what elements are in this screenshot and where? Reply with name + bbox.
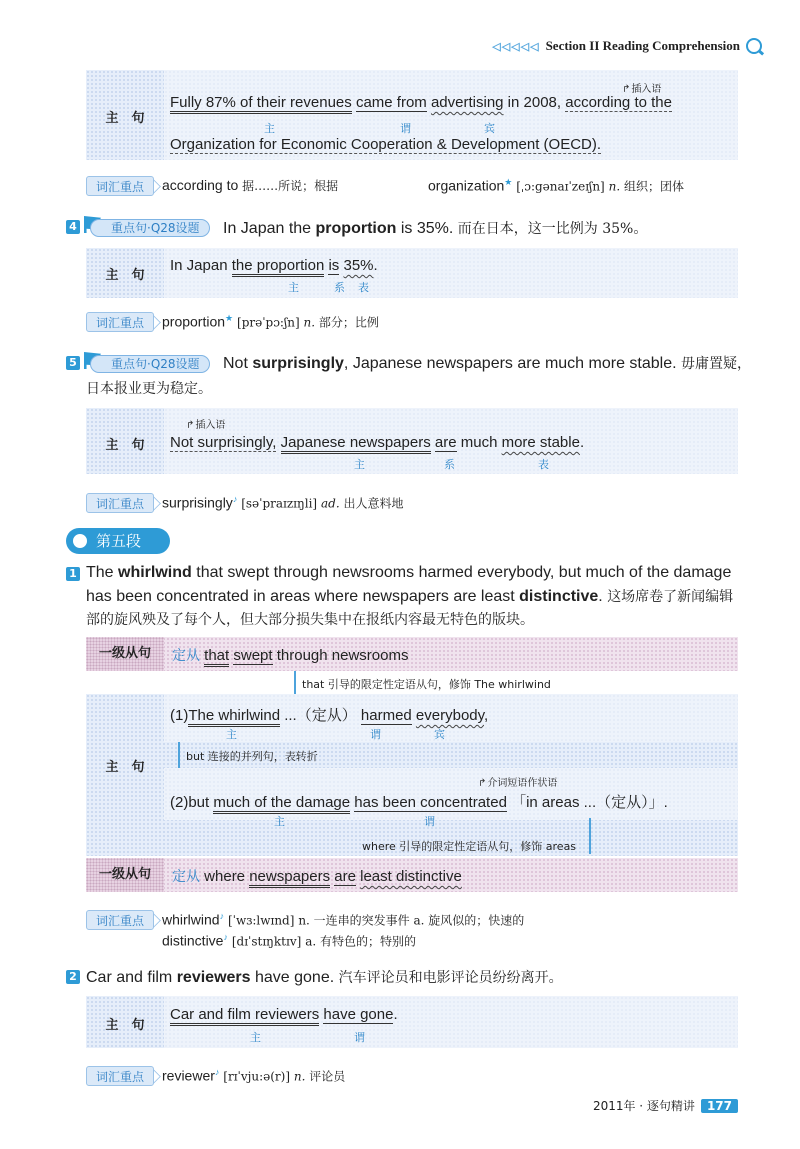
clause-2: (2)but much of the damage has been concentrated 「in areas ...（定从）」.	[170, 791, 668, 812]
search-logo-icon	[746, 38, 762, 54]
s3-line1: Fully 87% of their revenues came from advertising in 2008, according to the	[170, 94, 672, 111]
role-subject: 主	[250, 1031, 261, 1044]
vocab-s5: surprisingly♪ [səˈpraɪzɪŋli] ad. 出人意料地	[162, 494, 404, 511]
vocab-p1-1: whirlwind♪ [ˈwɜ:lwɪnd] n. 一连串的突发事件 a. 旋风似的；快速的	[162, 911, 525, 928]
vocab-s4: proportion★ [prəˈpɔ:ʃn] n. 部分；比例	[162, 313, 379, 330]
arrows-icon: ◁◁◁◁◁	[492, 40, 540, 53]
p2-sentence: Car and film reviewers have gone. 汽车评论员和电影评论员纷纷离开。	[86, 969, 563, 986]
star-icon: ★	[225, 313, 234, 323]
sound-icon: ♪	[214, 1067, 220, 1077]
role-subject: 主	[354, 458, 365, 471]
vocab-p2: reviewer♪ [rɪˈvju:ə(r)] n. 评论员	[162, 1067, 346, 1084]
main-clause-label: 主 句	[105, 1018, 145, 1033]
s3-object: advertising	[430, 94, 504, 111]
note-where-clause: where 引导的限定性定语从句，修饰 areas	[362, 840, 577, 853]
sound-icon: ♪	[232, 494, 238, 504]
s4-analysis: In Japan the proportion is 35%.	[170, 257, 378, 274]
star-icon: ★	[504, 177, 513, 187]
role-predicate: 谓	[400, 122, 411, 135]
insert-tag: ↱ 插入语	[622, 80, 661, 95]
vocab-s3-2: organization★ [ˌɔ:gənaɪˈzeɪʃn] n. 组织；团体	[428, 177, 685, 194]
vocab-s3-1: according to 据……所说；根据	[162, 177, 339, 193]
role-link: 系	[444, 458, 455, 471]
role-object: 宾	[434, 728, 445, 741]
page-number: 177	[701, 1099, 738, 1113]
header-title: Section II Reading Comprehension	[545, 38, 740, 53]
role-subject: 主	[226, 728, 237, 741]
sentence-number: 2	[66, 970, 80, 984]
role-predicate: 谓	[354, 1031, 365, 1044]
vocab-tag: 词汇重点	[86, 1066, 154, 1086]
vocab-tag: 词汇重点	[86, 176, 154, 196]
note-but: but 连接的并列句，表转折	[186, 750, 318, 763]
role-subject: 主	[264, 122, 275, 135]
clause2: 定从 where newspapers are least distinctive	[172, 866, 462, 886]
role-link: 系	[334, 281, 345, 294]
p1-translation: 部的旋风殃及了每个人，但大部分损失集中在报纸内容最无特色的版块。	[86, 612, 534, 628]
sentence-number: 1	[66, 567, 80, 581]
s5-analysis: Not surprisingly, Japanese newspapers are much more stable.	[170, 434, 584, 451]
main-clause-label: 主 句	[105, 268, 145, 283]
main-clause-box-s3	[86, 70, 738, 160]
clause1: 定从 that swept through newsrooms	[172, 645, 408, 665]
main-clause-label: 主 句	[105, 438, 145, 453]
page-footer	[593, 1097, 738, 1114]
s5-sentence: Not surprisingly, Japanese newspapers are much more stable. 毋庸置疑，	[223, 355, 751, 372]
role-object: 宾	[484, 122, 495, 135]
sound-icon: ♪	[223, 932, 228, 942]
s4-sentence: In Japan the proportion is 35%. 而在日本，这一比例为 35%。	[223, 220, 648, 237]
level1-label: 一级从句	[86, 637, 164, 671]
key-sentence-badge: 重点句·Q28设题	[90, 355, 210, 373]
note-that-clause: that 引导的限定性定语从句，修饰 The whirlwind	[302, 678, 551, 691]
sentence-number: 5	[66, 356, 80, 370]
vocab-tag: 词汇重点	[86, 493, 154, 513]
footer-text: 2011年 · 逐句精讲	[592, 1099, 695, 1113]
pp-adverbial-tag: ↱ 介词短语作状语	[478, 774, 557, 789]
role-subject: 主	[288, 281, 299, 294]
section-title: 第五段	[66, 528, 170, 554]
clause-1: (1)The whirlwind ...（定从） harmed everybody,	[170, 704, 488, 725]
main-clause-label: 主 句	[105, 111, 145, 126]
main-clause-box-s4	[86, 248, 738, 298]
key-sentence-badge: 重点句·Q28设题	[90, 219, 210, 237]
page-header	[492, 38, 762, 54]
level1-clause-box	[86, 637, 738, 671]
sound-icon: ♪	[219, 911, 225, 921]
level1-clause-box	[86, 858, 738, 892]
s3-subject: Fully 87% of their revenues	[170, 94, 352, 114]
vocab-p1-2: distinctive♪ [dɪˈstɪŋktɪv] a. 有特色的；特别的	[162, 932, 416, 949]
s3-line2: Organization for Economic Cooperation & Development (OECD).	[170, 136, 602, 153]
main-clause-box-p1	[86, 694, 738, 856]
role-predicative: 表	[538, 458, 549, 471]
role-subject: 主	[274, 815, 285, 828]
role-predicate: 谓	[370, 728, 381, 741]
s3-insert: according to the	[565, 94, 672, 111]
p1-line2: has been concentrated in areas where newspapers are least distinctive. 这场席卷了新闻编辑	[86, 588, 734, 605]
main-clause-box-p2	[86, 996, 738, 1048]
level1-label: 一级从句	[86, 858, 164, 892]
main-clause-label: 主 句	[105, 760, 145, 775]
main-clause-box-s5	[86, 408, 738, 474]
s3-predicate: came from	[355, 94, 427, 111]
role-predicative: 表	[358, 281, 369, 294]
vocab-tag: 词汇重点	[86, 312, 154, 332]
sentence-number: 4	[66, 220, 80, 234]
role-predicate: 谓	[424, 815, 435, 828]
insert-tag: ↱ 插入语	[186, 416, 225, 431]
p2-analysis: Car and film reviewers have gone.	[170, 1006, 398, 1023]
p1-line1: The whirlwind that swept through newsrooms harmed everybody, but much of the damage	[86, 564, 732, 581]
s5-translation: 日本报业更为稳定。	[86, 381, 212, 397]
search-logo-icon	[70, 531, 90, 551]
vocab-tag: 词汇重点	[86, 910, 154, 930]
